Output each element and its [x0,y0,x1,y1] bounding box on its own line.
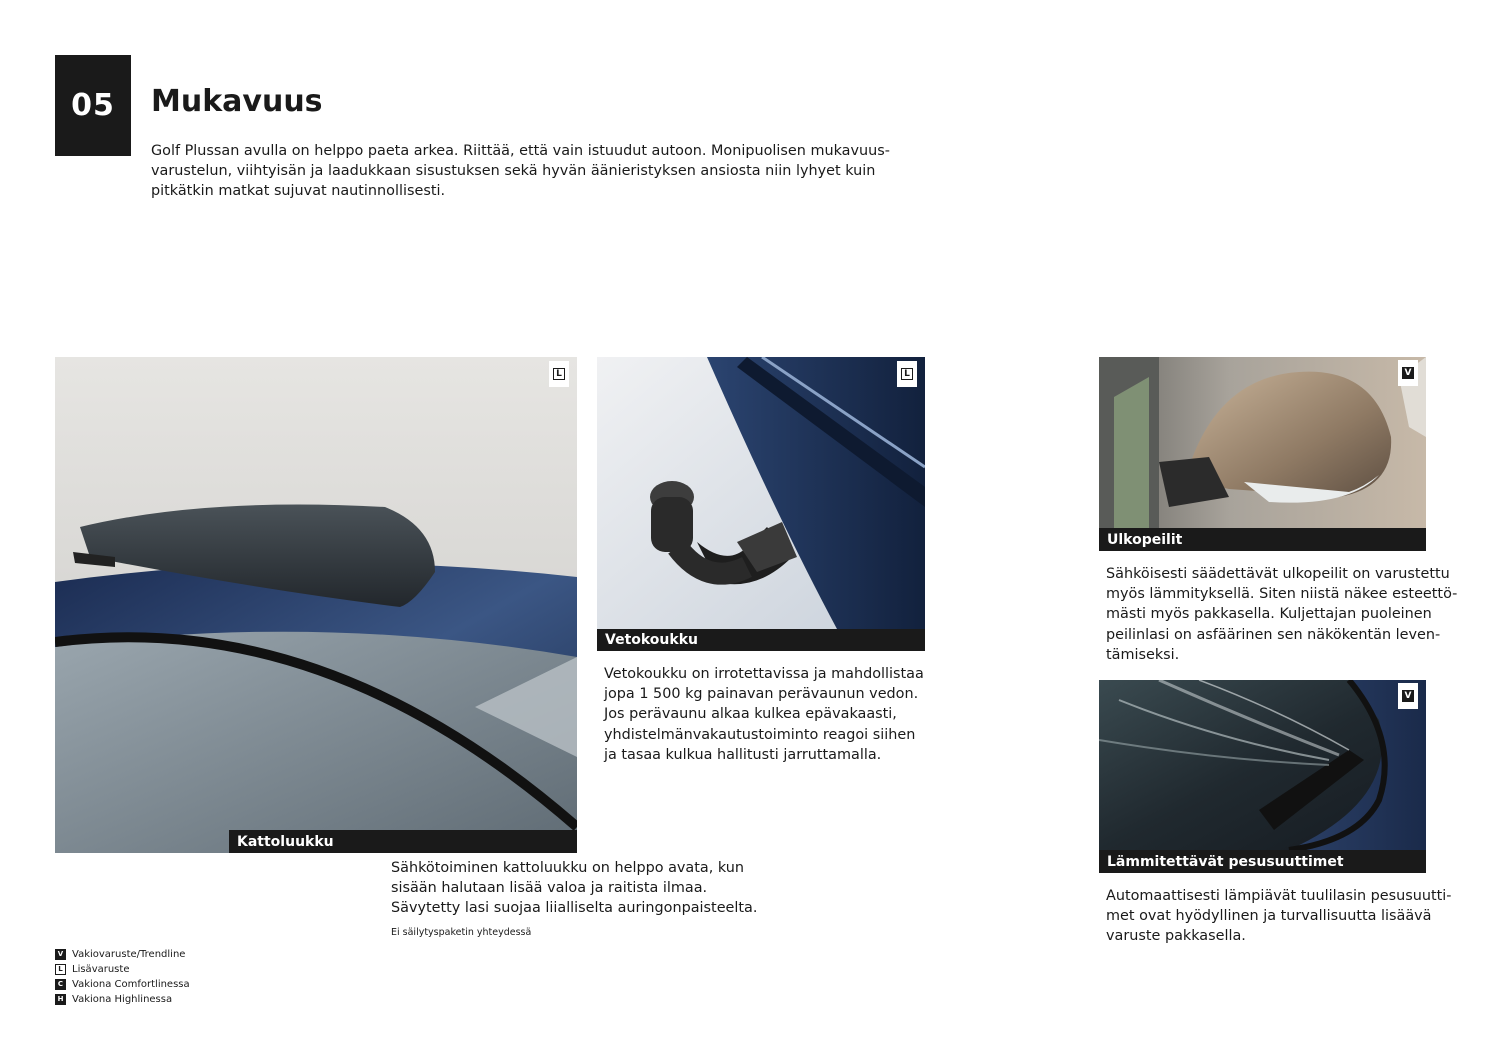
page-title: Mukavuus [151,84,323,119]
towbar-photo [597,357,925,629]
sunroof-description [391,858,757,919]
equipment-legend [55,947,190,1007]
text-line: varuste pakkasella. [1106,928,1246,945]
legend-label: Lisävaruste [72,964,130,975]
text-line: peilinlasi on asfäärinen sen näkökentän leven- [1106,626,1441,643]
text-line: yhdistelmänvakautustoiminto reagoi siihen [604,726,916,743]
text-line: Automaattisesti lämpiävät tuulilasin pesusuutti- [1106,888,1452,904]
legend-label: Vakiona Comfortlinessa [72,979,190,990]
washer-description [1106,886,1451,947]
legend-row [55,992,190,1007]
badge-code: L [553,368,565,380]
legend-row [55,962,190,977]
text-line: myös lämmityksellä. Siten niistä näkee esteettö- [1106,586,1458,603]
mirror-caption: Ulkopeilit [1099,528,1426,551]
intro-line: varustelun, viihtyisän ja laadukkaan sisustuksen sekä hyvän äänieristyksen ansiosta niin lyhyet kuin [151,163,876,179]
chapter-number-box [55,55,131,156]
badge-l [549,361,569,387]
badge-code: L [901,368,913,380]
text-line: Jos perävaunu alkaa kulkea epävakaasti, [604,706,897,723]
text-line: Sähkötoiminen kattoluukku on helppo avata, kun [391,860,744,876]
text-line: met ovat hyödyllinen ja turvallisuutta lisäävä [1106,908,1432,925]
text-line: tämiseksi. [1106,646,1180,663]
legend-label: Vakiona Highlinessa [72,994,173,1005]
legend-row [55,977,190,992]
legend-code: L [55,964,66,975]
text-line: Vetokoukku on irrotettavissa ja mahdollistaa [604,666,924,682]
text-line: ja tasaa kulkua hallitusti jarruttamalla. [604,746,882,763]
text-line: Sävytetty lasi suojaa liialliselta auringonpaisteelta. [391,900,758,917]
towbar-caption: Vetokoukku [597,629,925,651]
intro-line: Golf Plussan avulla on helppo paeta arkea. Riittää, että vain istuudut autoon. Monipuolisen mukavuus- [151,143,890,159]
towbar-description [604,664,924,765]
intro-line: pitkätkin matkat sujuvat nautinnollisesti. [151,183,446,199]
badge-code: V [1402,367,1415,379]
legend-code: C [55,979,66,990]
text-line: Sähköisesti säädettävät ulkopeilit on varustettu [1106,566,1450,582]
mirror-description [1106,564,1457,665]
text-line: mästi myös pakkasella. Kuljettajan puoleinen [1106,606,1432,623]
badge-v [1398,360,1418,386]
intro-text [151,141,890,201]
text-line: sisään halutaan lisää valoa ja raitista ilmaa. [391,880,708,897]
badge-v [1398,683,1418,709]
sunroof-footnote: Ei säilytyspaketin yhteydessä [391,927,532,938]
legend-row [55,947,190,962]
text-line: jopa 1 500 kg painavan perävaunun vedon. [604,686,919,703]
washer-caption: Lämmitettävät pesusuuttimet [1099,850,1426,873]
sunroof-photo [55,357,577,853]
badge-l [897,361,917,387]
chapter-number: 05 [71,88,115,123]
sunroof-caption: Kattoluukku [229,830,577,853]
washer-photo [1099,680,1426,850]
legend-code: H [55,994,66,1005]
legend-code: V [55,949,66,960]
mirror-photo [1099,357,1426,528]
badge-code: V [1402,690,1415,702]
legend-label: Vakiovaruste/Trendline [72,949,186,960]
